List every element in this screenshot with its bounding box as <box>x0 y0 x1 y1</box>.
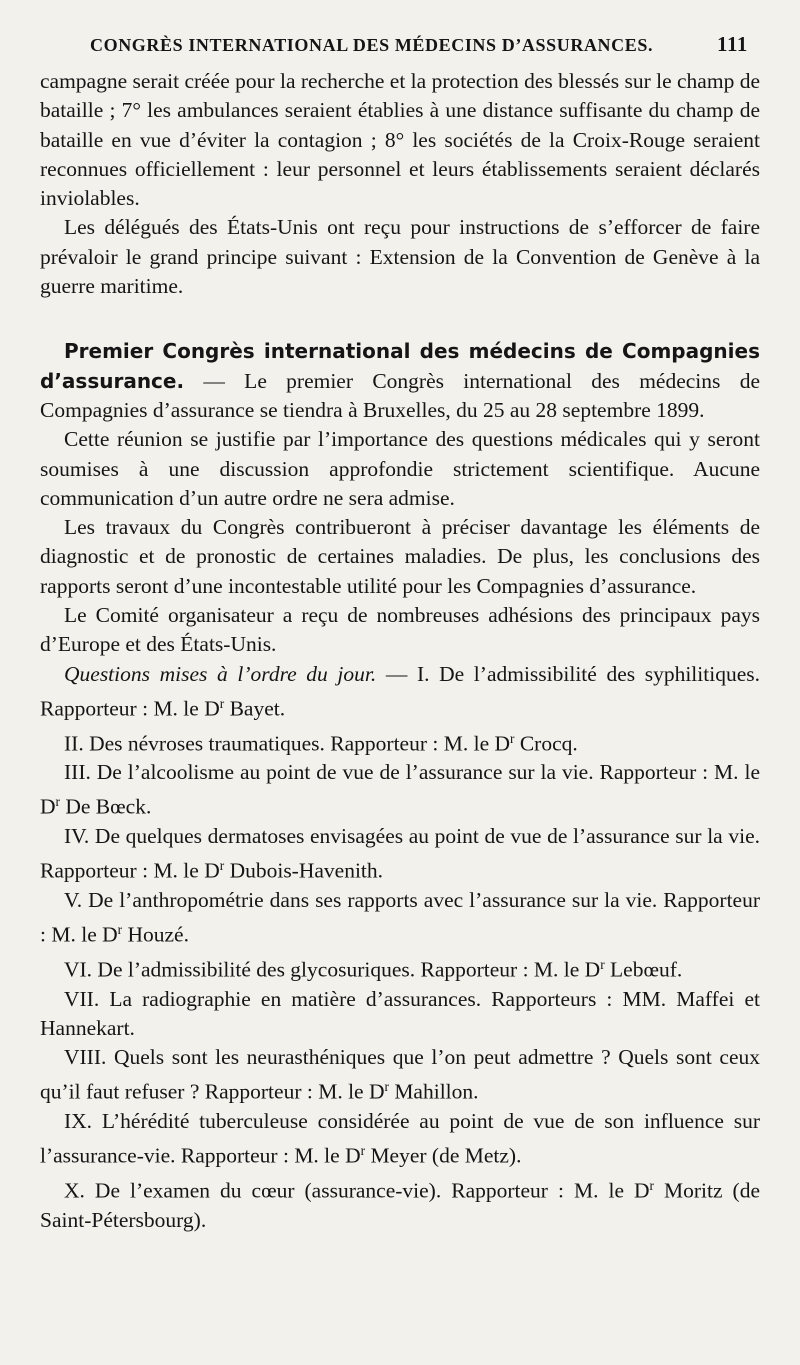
header-title: CONGRÈS INTERNATIONAL DES MÉDECINS D’ASSURANCES. <box>90 35 654 55</box>
section-first-congress <box>40 337 760 425</box>
question-item-1: Questions mises à l’ordre du jour. — I. De l’admissibilité des syphilitiques. Rapporteur : M. le $D^r$ Bayet. <box>40 661 760 721</box>
question-item-10: X. De l’examen du cœur (assurance-vie). Rapporteur : M. le $D^r$ Moritz (de Saint-Pétersbourg). <box>40 1178 760 1232</box>
question-item-4: IV. De quelques dermatoses envisagées au point de vue de l’assurance sur la vie. Rapporteur : M. le $D^r$ Dubois-Havenith. <box>40 824 760 883</box>
page-number: 111 <box>717 32 748 56</box>
questions-label: Questions mises à l’ordre du jour. <box>64 661 377 686</box>
paragraph-red-cross-end: campagne serait créée pour la recherche et la protection des blessés sur le champ de bataille ; 7° les ambulances seraient établies à une distance suffisante du champ de bataille en vue d’éviter la contagion ; 8° les sociétés de la Croix-Rouge seraient reconnues officiellement : leur personnel et leurs établissements seraient déclarés inviolables. <box>40 69 760 211</box>
section-heading: Premier Congrès international des médecins de Compagnies d’assurance. <box>40 339 760 393</box>
question-item-9: IX. L’hérédité tuberculeuse considérée au point de vue de son influence sur l’assurance-vie. Rapporteur : M. le $D^r$ Meyer (de Metz). <box>40 1109 760 1168</box>
paragraph-justification: Cette réunion se justifie par l’importance des questions médicales qui y seront soumises à une discussion approfondie strictement scientifique. Aucune communication d’un autre ordre ne sera admise. <box>40 427 760 510</box>
paragraph-us-delegates: Les délégués des États-Unis ont reçu pour instructions de s’efforcer de faire prévaloir le grand principe suivant : Extension de la Convention de Genève à la guerre maritime. <box>40 215 760 299</box>
section-gap <box>40 301 760 337</box>
body-text <box>40 67 760 1235</box>
running-header <box>40 32 760 57</box>
question-item-3: III. De l’alcoolisme au point de vue de l’assurance sur la vie. Rapporteur : M. le $D^r$ De Bœck. <box>40 760 760 819</box>
question-item-8: VIII. Quels sont les neurasthéniques que l’on peut admettre ? Quels sont ceux qu’il faut refuser ? Rapporteur : M. le $D^r$ Mahillon. <box>40 1045 760 1104</box>
section-intro: — Le premier Congrès international des médecins de Compagnies d’assurance se tiendra à Bruxelles, du 25 au 28 septembre 1899. <box>40 368 760 422</box>
paragraph-committee: Le Comité organisateur a reçu de nombreuses adhésions des principaux pays d’Europe et des États-Unis. <box>40 603 760 657</box>
paragraph-works: Les travaux du Congrès contribueront à préciser davantage les éléments de diagnostic et de pronostic de certaines maladies. De plus, les conclusions des rapports seront d’une incontestable utilité pour les Compagnies d’assurance. <box>40 515 760 598</box>
question-item-7: VII. La radiographie en matière d’assurances. Rapporteurs : MM. Maffei et Hannekart. <box>40 986 760 1040</box>
question-item-2: II. Des névroses traumatiques. Rapporteur : M. le $D^r$ Crocq. <box>64 730 578 755</box>
question-item-5: V. De l’anthropométrie dans ses rapports avec l’assurance sur la vie. Rapporteur : M. le $D^r$ Houzé. <box>40 888 760 947</box>
question-item-6: VI. De l’admissibilité des glycosuriques. Rapporteur : M. le $D^r$ Lebœuf. <box>64 956 683 982</box>
